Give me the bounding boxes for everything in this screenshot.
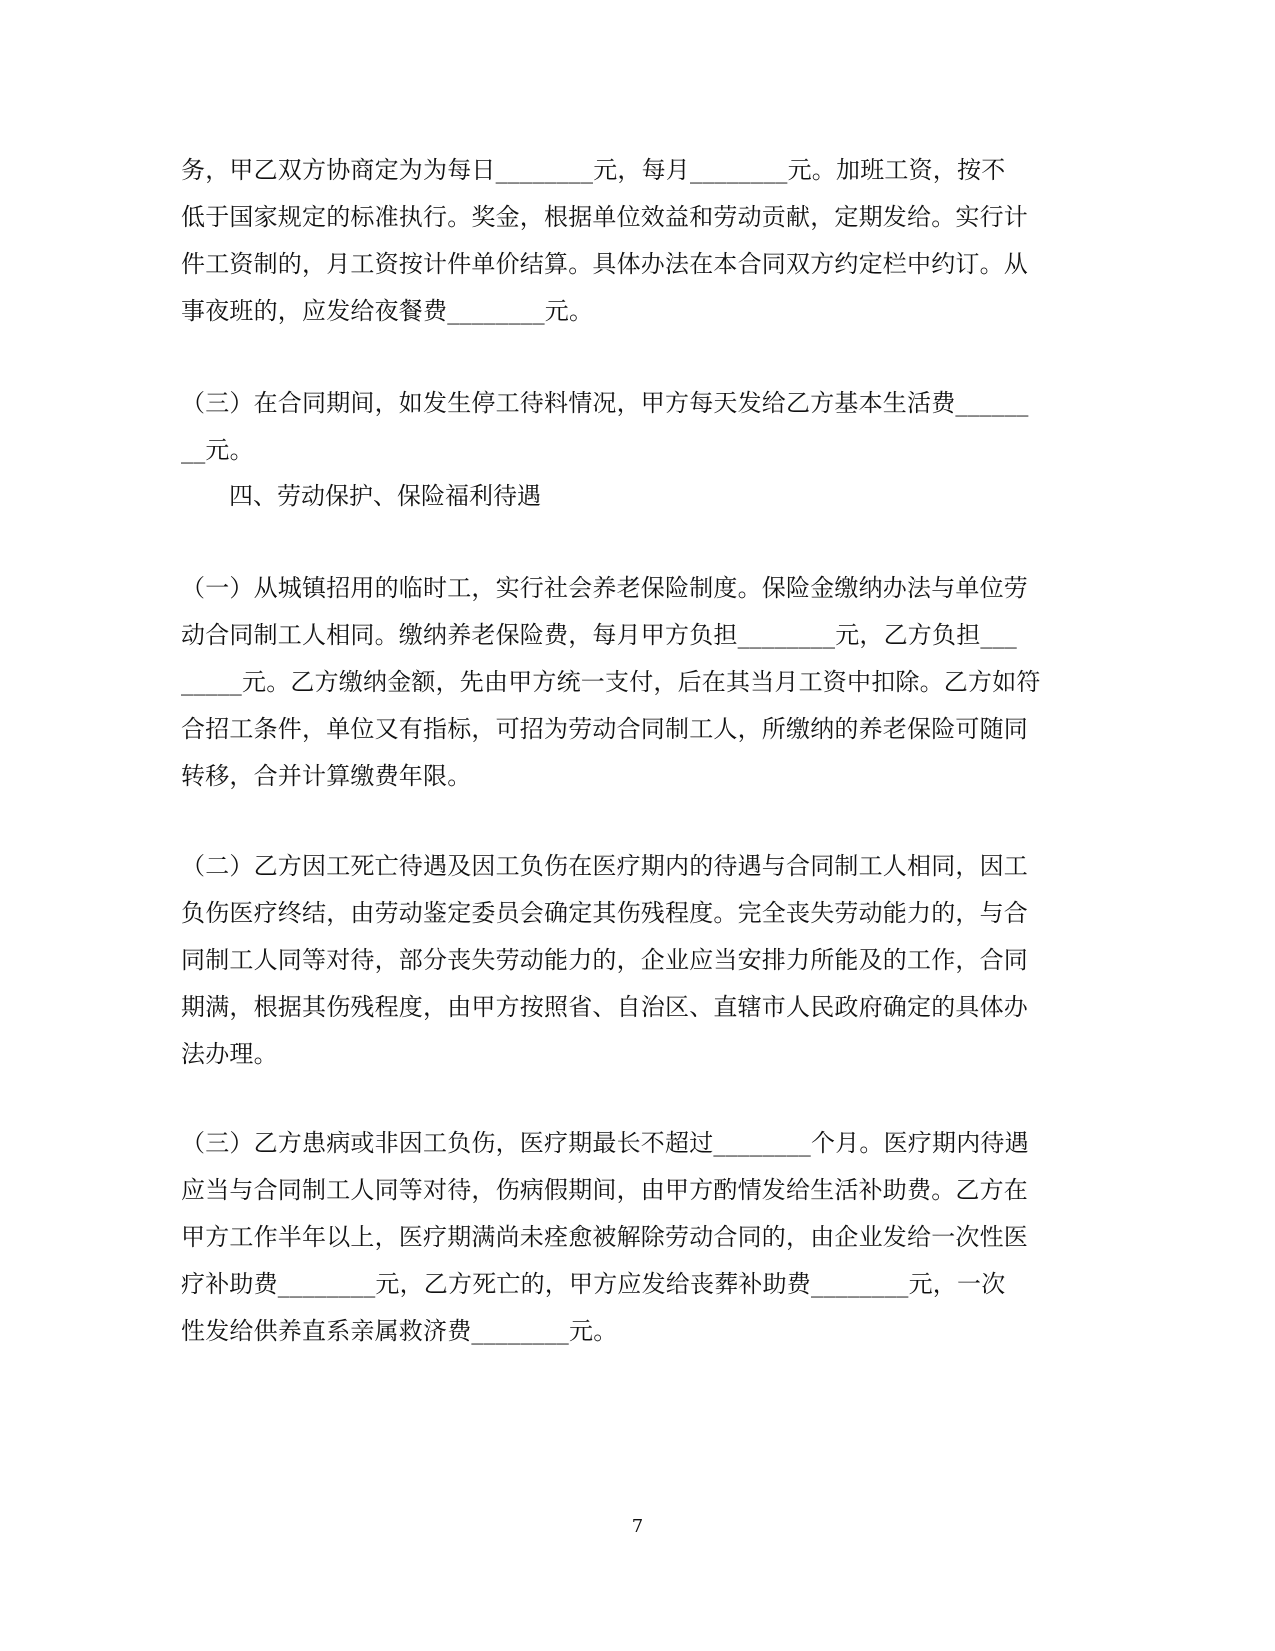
paragraph-illness-benefits [181,1120,1031,1355]
text-line: 疗补助费________元，乙方死亡的，甲方应发给丧葬补助费________元，一次 [181,1270,1006,1298]
text-line: 低于国家规定的标准执行。奖金，根据单位效益和劳动贡献，定期发给。实行计 [181,203,1028,231]
text-line: 事夜班的，应发给夜餐费________元。 [181,297,594,325]
text-line: 法办理。 [181,1040,278,1068]
text-line: 期满，根据其伤残程度，由甲方按照省、自治区、直辖市人民政府确定的具体办 [181,993,1028,1021]
text-line: _____元。乙方缴纳金额，先由甲方统一支付，后在其当月工资中扣除。乙方如符 [181,668,1041,696]
paragraph-pension-insurance [181,565,1041,800]
text-line: 甲方工作半年以上，医疗期满尚未痊愈被解除劳动合同的，由企业发给一次性医 [181,1223,1028,1251]
text-line: 转移，合并计算缴费年限。 [181,762,472,790]
text-line: 应当与合同制工人同等对待，伤病假期间，由甲方酌情发给生活补助费。乙方在 [181,1176,1028,1204]
text-line: 性发给供养直系亲属救济费________元。 [181,1317,618,1345]
text-line: （一）从城镇招用的临时工，实行社会养老保险制度。保险金缴纳办法与单位劳 [181,574,1028,602]
text-line: 件工资制的，月工资按计件单价结算。具体办法在本合同双方约定栏中约订。从 [181,250,1028,278]
paragraph-wages [181,147,1031,335]
paragraph-work-injury [181,843,1031,1078]
text-line: （三）乙方患病或非因工负伤，医疗期最长不超过________个月。医疗期内待遇 [181,1129,1029,1157]
text-line: 负伤医疗终结，由劳动鉴定委员会确定其伤残程度。完全丧失劳动能力的，与合 [181,899,1028,927]
text-line: 动合同制工人相同。缴纳养老保险费，每月甲方负担________元，乙方负担___ [181,621,1017,649]
paragraph-stoppage-allowance [181,380,1031,474]
text-line: __元。 [181,436,254,464]
section-heading: 四、劳动保护、保险福利待遇 [229,482,541,510]
text-line: 同制工人同等对待，部分丧失劳动能力的，企业应当安排力所能及的工作，合同 [181,946,1028,974]
text-line: （二）乙方因工死亡待遇及因工负伤在医疗期内的待遇与合同制工人相同，因工 [181,852,1028,880]
text-line: 合招工条件，单位又有指标，可招为劳动合同制工人，所缴纳的养老保险可随同 [181,715,1028,743]
text-line: 务，甲乙双方协商定为为每日________元，每月________元。加班工资，按不 [181,156,1006,184]
text-line: （三）在合同期间，如发生停工待料情况，甲方每天发给乙方基本生活费______ [181,389,1029,417]
page-number: 7 [631,1516,644,1537]
